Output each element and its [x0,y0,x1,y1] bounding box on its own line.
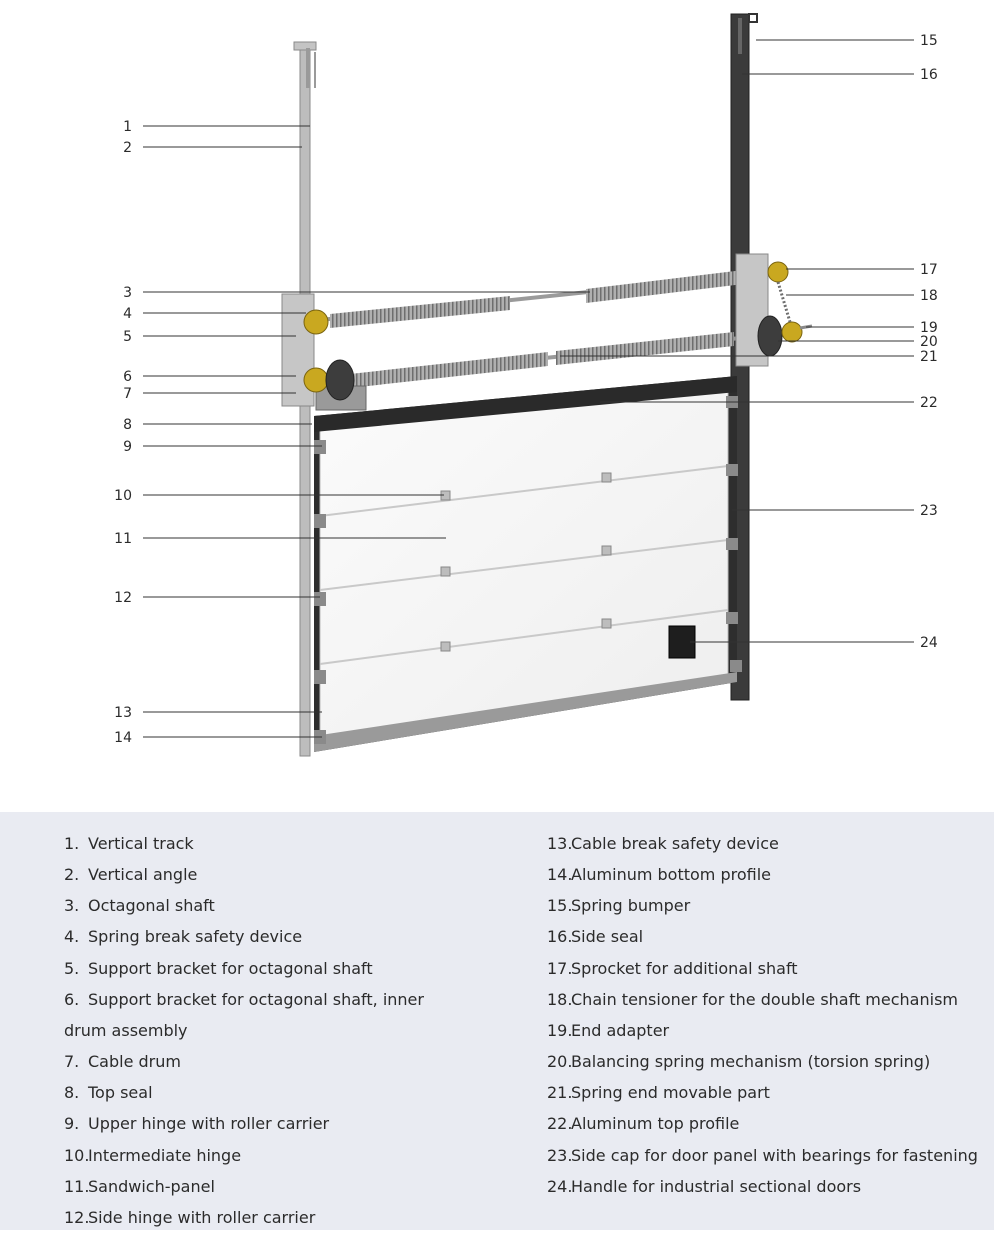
lower-shaft [330,332,760,388]
callout-16: 16 [920,67,938,83]
callout-13: 13 [114,705,132,721]
legend-item: 7. Cable drum [64,1052,181,1071]
legend-item: 17.Sprocket for additional shaft [547,959,798,978]
door-panel [314,376,742,752]
legend-item: 2. Vertical angle [64,865,198,884]
callout-8: 8 [123,417,132,433]
callout-23: 23 [920,503,938,519]
callout-10: 10 [114,488,132,504]
legend-item: 23.Side cap for door panel with bearings for fastening [547,1146,978,1165]
legend-item: 13.Cable break safety device [547,834,779,853]
callout-4: 4 [123,306,132,322]
callout-19: 19 [920,320,938,336]
callout-22: 22 [920,395,938,411]
legend-item: 24.Handle for industrial sectional doors [547,1177,862,1196]
callout-5: 5 [123,329,132,345]
legend-item: 20.Balancing spring mechanism (torsion spring) [547,1052,931,1071]
upper-shaft [320,268,760,328]
legend-item: drum assembly [64,1021,188,1040]
callout-12: 12 [114,590,132,606]
legend-item: 16.Side seal [547,927,644,946]
legend-item: 12.Side hinge with roller carrier [64,1208,316,1227]
legend-item: 18.Chain tensioner for the double shaft mechanism [547,990,958,1009]
legend-item: 15.Spring bumper [547,896,691,915]
callout-15: 15 [920,33,938,49]
callout-24: 24 [920,635,938,651]
parts-legend [0,812,994,1230]
callout-1: 1 [123,119,132,135]
callout-11: 11 [114,531,132,547]
legend-item: 6. Support bracket for octagonal shaft, inner [64,990,424,1009]
callout-21: 21 [920,349,938,365]
legend-item: 9. Upper hinge with roller carrier [64,1114,330,1133]
legend-item: 21.Spring end movable part [547,1083,770,1102]
callout-3: 3 [123,285,132,301]
legend-item: 14.Aluminum bottom profile [547,865,772,884]
legend-item: 19.End adapter [547,1021,670,1040]
legend-item: 5. Support bracket for octagonal shaft [64,959,373,978]
callout-14: 14 [114,730,132,746]
legend-item: 10.Intermediate hinge [64,1146,242,1165]
legend-item: 1. Vertical track [64,834,194,853]
legend-item: 4. Spring break safety device [64,927,303,946]
callout-2: 2 [123,140,132,156]
callout-9: 9 [123,439,132,455]
callout-6: 6 [123,369,132,385]
legend-item: 11.Sandwich-panel [64,1177,215,1196]
callout-20: 20 [920,334,938,350]
legend-item: 22.Aluminum top profile [547,1114,740,1133]
legend-item: 3. Octagonal shaft [64,896,215,915]
callout-17: 17 [920,262,938,278]
legend-item: 8. Top seal [64,1083,153,1102]
callout-18: 18 [920,288,938,304]
right-mechanism [736,254,812,366]
callout-7: 7 [123,386,132,402]
